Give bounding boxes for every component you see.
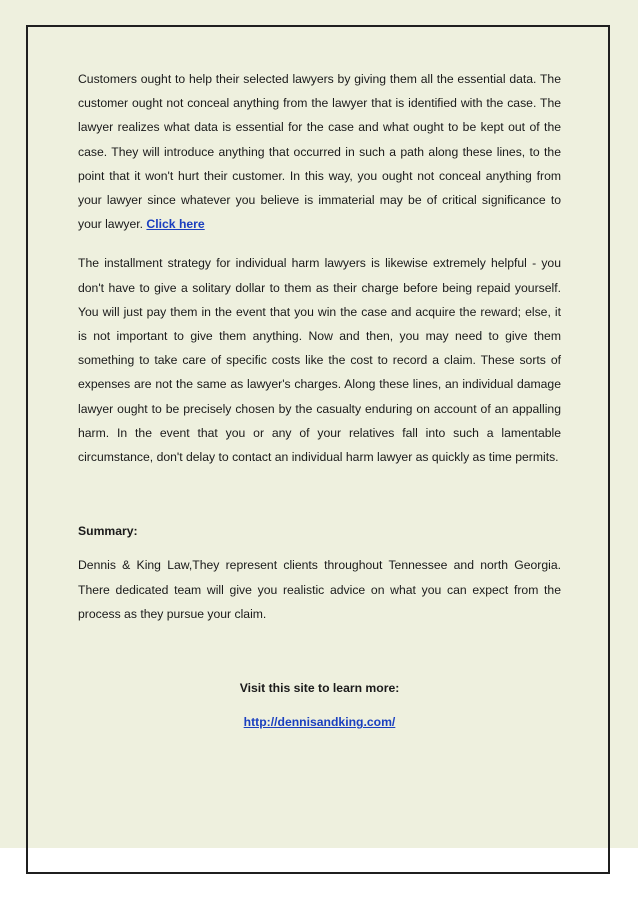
click-here-link[interactable]: Click here — [146, 217, 205, 232]
summary-text: Dennis & King Law,They represent clients throughout Tennessee and north Georgia. There dedicated team will give you realistic advice on what you can expect from the process as they pursue your claim. — [78, 558, 561, 621]
summary-heading: Summary: — [78, 524, 138, 539]
paragraph-1-text: Customers ought to help their selected lawyers by giving them all the essential data. The customer ought not conceal anything from the lawyer that is identified with the case. The lawyer realizes what data is essential for the case and what ought to be kept out of the case. They will introduce anything that occurred in such a path along these lines, to the point that it won't hurt their customer. In this way, you ought not conceal anything from your lawyer since whatever you believe is immaterial may be of critical significance to your lawyer. — [78, 72, 561, 232]
visit-site-text: Visit this site to learn more: — [239, 681, 400, 696]
paragraph-lawyer-data — [78, 67, 561, 236]
site-link-row — [78, 710, 561, 734]
site-url-link[interactable]: http://dennisandking.com/ — [243, 715, 396, 730]
paragraph-installment-strategy: The installment strategy for individual harm lawyers is likewise extremely helpful - you don't have to give a solitary dollar to them as their charge before being repaid yourself. You will just pay them in the event that you win the case and acquire the reward; else, it is not important to give them anything. Now and then, you may need to give them something to take care of specific costs like the cost to record a claim. These sorts of expenses are not the same as lawyer's charges. Along these lines, an individual damage lawyer ought to be precisely chosen by the casualty enduring on account of an appalling harm. In the event that you or any of your relatives fall into such a lamentable circumstance, don't delay to contact an individual harm lawyer as quickly as time permits. — [78, 256, 561, 465]
document-body — [78, 67, 561, 734]
